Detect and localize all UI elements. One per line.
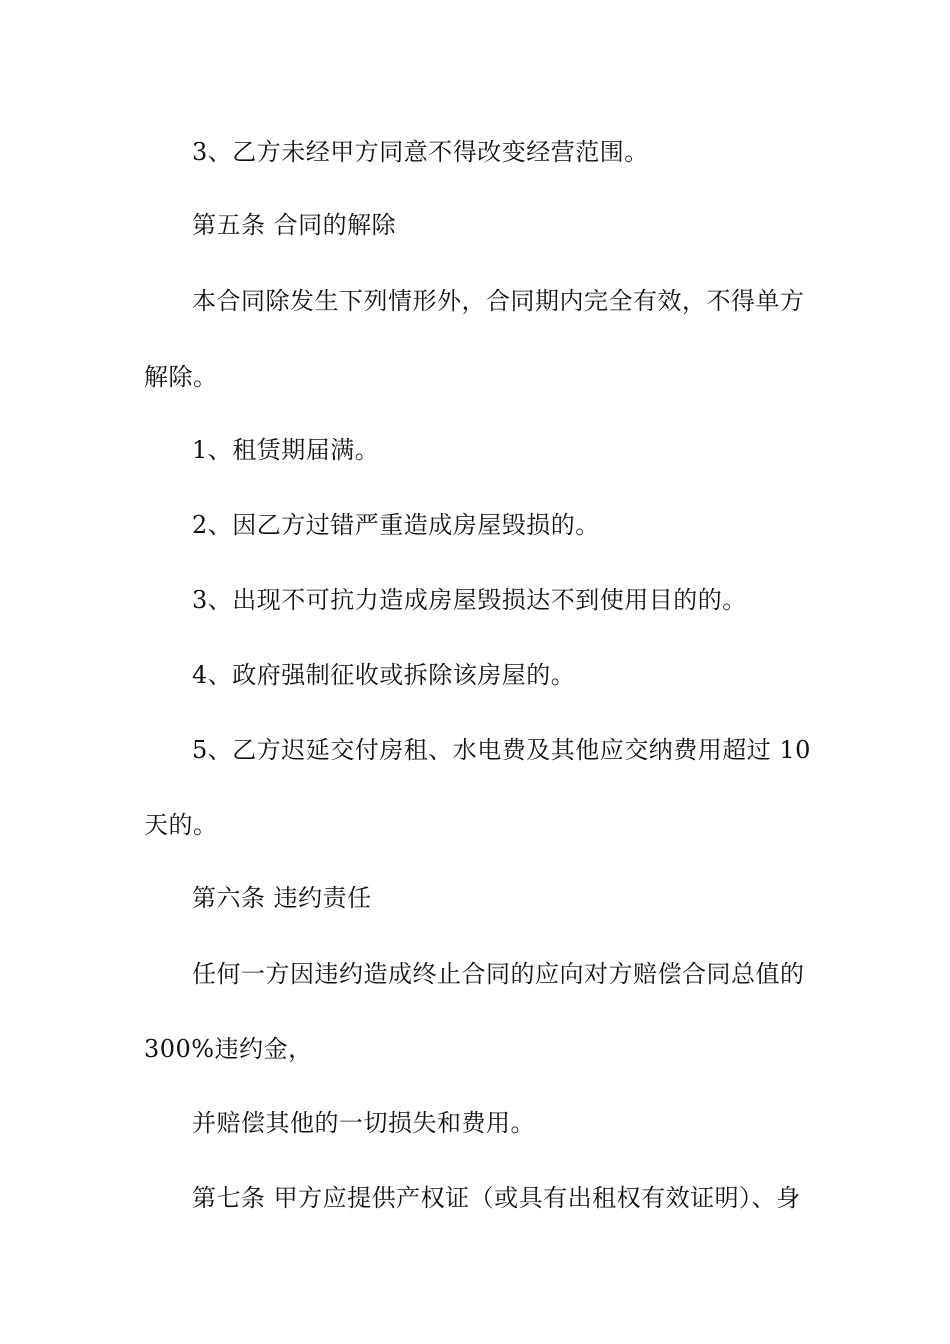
- paragraph-compensation: 并赔偿其他的一切损失和费用。: [192, 1109, 535, 1137]
- termination-item-3: 3、出现不可抗力造成房屋毁损达不到使用目的的。: [192, 586, 747, 614]
- paragraph-breach-liability: 任何一方因违约造成终止合同的应向对方赔偿合同总值的: [192, 960, 805, 988]
- termination-item-1: 1、租赁期届满。: [192, 436, 380, 464]
- termination-item-4: 4、政府强制征收或拆除该房屋的。: [192, 661, 576, 689]
- article-6-heading: 第六条 违约责任: [192, 884, 372, 912]
- paragraph-termination-intro-cont: 解除。: [144, 363, 218, 391]
- termination-item-5-cont: 天的。: [144, 811, 218, 839]
- clause-item-3-business-scope: 3、乙方未经甲方同意不得改变经营范围。: [192, 138, 649, 166]
- termination-item-2: 2、因乙方过错严重造成房屋毁损的。: [192, 511, 600, 539]
- paragraph-breach-liability-cont: 300%违约金，: [144, 1035, 313, 1063]
- article-5-heading: 第五条 合同的解除: [192, 211, 397, 239]
- termination-item-5: 5、乙方迟延交付房租、水电费及其他应交纳费用超过 10: [192, 736, 811, 764]
- paragraph-termination-intro: 本合同除发生下列情形外，合同期内完全有效，不得单方: [192, 287, 805, 315]
- article-7-heading: 第七条 甲方应提供产权证（或具有出租权有效证明）、身: [192, 1184, 801, 1212]
